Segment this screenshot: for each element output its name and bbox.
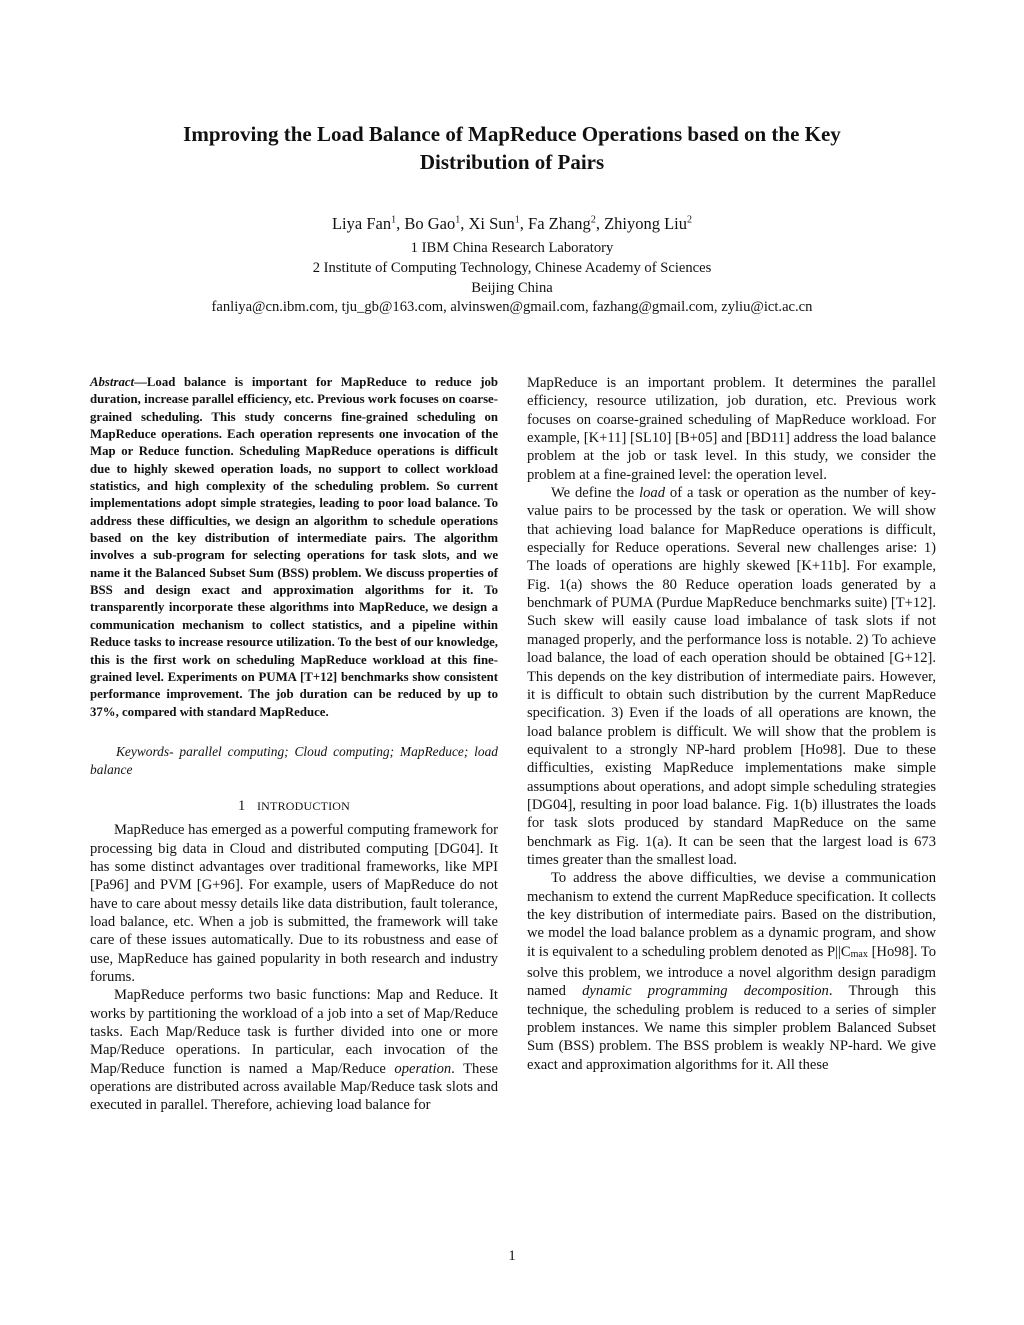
page-number: 1	[508, 1248, 516, 1264]
abstract-text: —Load balance is important for MapReduce to reduce job duration, increase parallel efficiency, etc. Previous work focuses on coarse-grained scheduling. This study concerns fine-grained scheduling on MapReduce operations. Each operation represents one invocation of the Map or Reduce function. Scheduling MapReduce operations is difficult due to highly skewed operation loads, no support to collect workload statistics, and high complexity of the scheduling problem. So current implementations adopt simple strategies, leading to poor load balance. To address these difficulties, we design an algorithm to schedule operations based on the key distribution of intermediate pairs. The algorithm involves a sub-program for selecting operations for task slots, and we name it the Balanced Subset Sum (BSS) problem. We discuss properties of BSS and design exact and approximation algorithms for it. To transparently incorporate these algorithms into MapReduce, we design a communication mechanism to collect statistics, and a pipeline within Reduce tasks to increase resource utilization. To the best of our knowledge, this is the first work on scheduling MapReduce workload at this fine-grained level. Experiments on PUMA [T+12] benchmarks show consistent performance improvement. The job duration can be reduced by up to 37%, compared with standard MapReduce.	[90, 375, 498, 719]
paper-title	[110, 120, 914, 176]
affiliation-line: 1 IBM China Research Laboratory	[410, 240, 614, 256]
author-affiliation-mark: 2	[590, 214, 596, 226]
author-name: Bo Gao	[404, 214, 456, 233]
author-affiliation-mark: 1	[455, 214, 461, 226]
affiliations	[110, 239, 914, 318]
section-number: 1	[237, 797, 246, 814]
emphasis-term: dynamic programming decomposition	[582, 983, 829, 1000]
emphasis-term: operation	[394, 1060, 452, 1077]
body-paragraph: MapReduce has emerged as a powerful computing framework for processing big data in Cloud and distributed computing [DG04]. It has some distinct advantages over traditional frameworks, like MPI [Pa96] and PVM [G+96]. For example, users of MapReduce do not have to care about messy details like data distribution, fault tolerance, load balance, etc. When a job is submitted, the framework will take care of these issues automatically. Due to its robustness and ease of use, MapReduce has gained popularity in both research and industry forums.	[90, 822, 498, 985]
author-affiliation-mark: 2	[687, 214, 693, 226]
right-column	[527, 374, 936, 1074]
author-name: Liya Fan	[331, 214, 392, 233]
title-line-2: Distribution of Pairs	[419, 150, 605, 174]
left-column	[90, 374, 498, 1115]
abstract-lead: Abstract	[90, 375, 135, 389]
body-paragraph: MapReduce is an important problem. It determines the parallel efficiency, resource utilization, job duration, etc. Previous work focuses on coarse-grained scheduling of MapReduce workload. For example, [K+11] [SL10] [B+05] and [BD11] address the load balance problem at the job or task level. In this study, we consider the problem at a fine-grained level: the operation level.	[527, 375, 936, 483]
author-emails: fanliya@cn.ibm.com, tju_gb@163.com, alvinswen@gmail.com, fazhang@gmail.com, zyliu@ict.ac.cn	[211, 299, 813, 316]
author-list: Liya Fan$^1$, Bo Gao$^1$, Xi Sun$^1$, Fa Zhang$^2$, Zhiyong Liu$^2$	[331, 214, 693, 233]
emphasis-term: load	[639, 485, 666, 502]
section-title: INTRODUCTION	[256, 798, 351, 813]
author-name: Xi Sun	[468, 214, 515, 233]
body-paragraph: To address the above difficulties, we devise a communication mechanism to extend the current MapReduce specification. It collects the key distribution of intermediate pairs. Based on the distribution, we model the load balance problem as a dynamic program, and show it is equivalent to a scheduling problem denoted as P||Cmax [Ho98]. To solve this problem, we introduce a novel algorithm design paradigm named dynamic programming decomposition. Through this technique, the scheduling problem is reduced to a series of simpler problem instances. We name this simpler problem Balanced Subset Sum (BSS) problem. The BSS problem is weakly NP-hard. We give exact and approximation algorithms for it. All these	[527, 870, 936, 1073]
author-affiliation-mark: 1	[391, 214, 397, 226]
keywords: Keywords- parallel computing; Cloud computing; MapReduce; load balance	[90, 743, 498, 777]
title-line-1: Improving the Load Balance of MapReduce Operations based on the Key	[183, 122, 841, 146]
author-name: Fa Zhang	[528, 214, 591, 233]
abstract	[90, 374, 498, 721]
affiliation-line: Beijing China	[471, 279, 553, 296]
author-affiliation-mark: 1	[514, 214, 520, 226]
body-paragraph: MapReduce performs two basic functions: Map and Reduce. It works by partitioning the workload of a job into a set of Map/Reduce tasks. Each Map/Reduce task is further divided into one or more Map/Reduce operations. In particular, each invocation of the Map/Reduce function is named a Map/Reduce operation. These operations are distributed across available Map/Reduce task slots and executed in parallel. Therefore, achieving load balance for	[90, 987, 498, 1114]
affiliation-line: 2 Institute of Computing Technology, Chinese Academy of Sciences	[312, 259, 712, 276]
body-paragraph: We define the load of a task or operation as the number of key-value pairs to be processed by the task or operation. We will show that achieving load balance for MapReduce operations is difficult, especially for Reduce operations. Several new challenges arise: 1) The loads of operations are highly skewed [K+11b]. For example, Fig. 1(a) shows the 80 Reduce operation loads generated by a benchmark of PUMA (Purdue MapReduce benchmarks suite) [T+12]. Such skew will easily cause load imbalance of task slots if not managed properly, and the performance loss is notable. 2) To achieve load balance, the load of each operation should be obtained [G+12]. This depends on the key distribution of intermediate pairs. However, it is difficult to obtain such distribution by the current MapReduce specification. 3) Even if the loads of all operations are known, the load balance problem is difficult. We will show that the problem is equivalent to a strongly NP-hard problem [Ho98]. Due to these difficulties, existing MapReduce implementations make simple assumptions about operations, and adopt simple scheduling strategies [DG04], resulting in poor load balance. Fig. 1(b) illustrates the loads for task slots produced by standard MapReduce on the same benchmark as Fig. 1(a). It can be seen that the largest load is 673 times greater than the smallest load.	[527, 485, 936, 868]
subscript: max	[850, 948, 868, 960]
section-heading	[90, 797, 498, 815]
author-name: Zhiyong Liu	[604, 214, 688, 233]
